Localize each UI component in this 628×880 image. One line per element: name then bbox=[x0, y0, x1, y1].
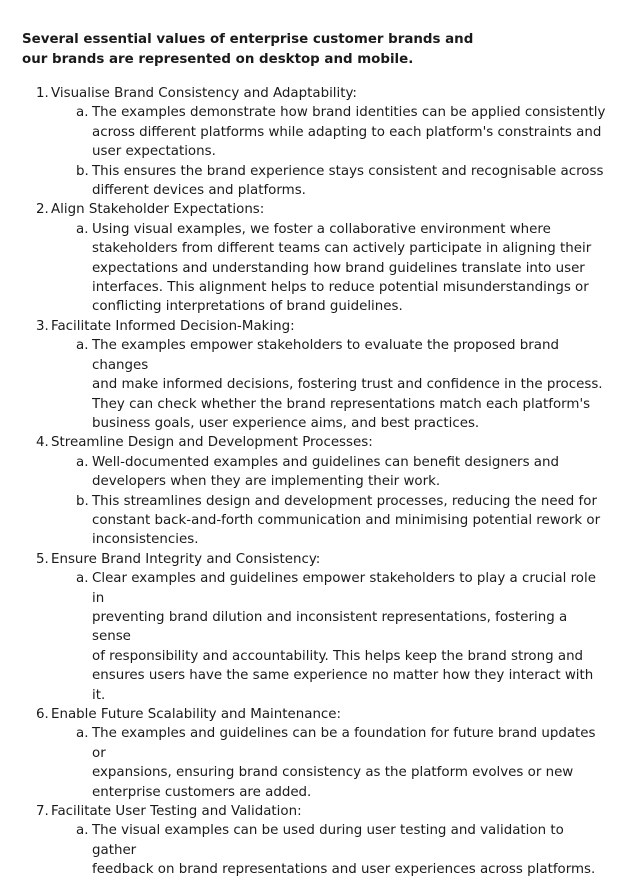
sub-list-item-text: This ensures the brand experience stays consistent and recognisable across bbox=[92, 163, 604, 179]
sub-list-item-text: expectations and understanding how brand guidelines translate into user bbox=[92, 260, 585, 276]
sub-list-item bbox=[51, 492, 608, 550]
sub-list-item-text: constant back-and-forth communication and minimising potential rework or bbox=[92, 512, 601, 528]
list-item bbox=[22, 200, 608, 316]
list-item-number: 5. bbox=[36, 551, 49, 567]
sub-list-item-text: of responsibility and accountability. This helps keep the brand strong and bbox=[92, 648, 584, 664]
sub-list-item-letter: a. bbox=[76, 571, 89, 587]
sub-list-item bbox=[51, 336, 608, 433]
sub-list-item-text: feedback on brand representations and user experiences across platforms. bbox=[92, 862, 596, 878]
sub-list-item-text: different devices and platforms. bbox=[92, 183, 306, 199]
sub-list-item bbox=[51, 453, 608, 492]
list-item-number: 4. bbox=[36, 435, 49, 451]
intro-heading bbox=[22, 30, 608, 70]
sub-list-item-text: business goals, user experience aims, and best practices. bbox=[92, 415, 480, 431]
list-item bbox=[22, 317, 608, 433]
list-item-number: 7. bbox=[36, 804, 49, 820]
sub-list-item-letter: b. bbox=[76, 493, 89, 509]
sub-list bbox=[51, 453, 608, 550]
list-item-title: Facilitate Informed Decision-Making: bbox=[51, 318, 295, 334]
sub-list bbox=[51, 336, 608, 433]
sub-list-item-text: and make informed decisions, fostering trust and confidence in the process. bbox=[92, 377, 603, 393]
sub-list-item-letter: a. bbox=[76, 823, 89, 839]
sub-list-item-text: conflicting interpretations of brand guidelines. bbox=[92, 299, 403, 315]
list-item-number: 2. bbox=[36, 202, 49, 218]
sub-list-item-text: The examples and guidelines can be a foundation for future brand updates or bbox=[92, 726, 596, 761]
sub-list bbox=[51, 569, 608, 705]
sub-list-item-text: The examples empower stakeholders to evaluate the proposed brand changes bbox=[92, 338, 560, 373]
sub-list-item-text: inconsistencies. bbox=[92, 532, 199, 548]
sub-list-item bbox=[51, 220, 608, 317]
intro-line: Several essential values of enterprise customer brands and bbox=[22, 32, 474, 47]
sub-list-item-letter: a. bbox=[76, 221, 89, 237]
sub-list-item-text: The visual examples can be used during user testing and validation to gather bbox=[92, 823, 564, 858]
sub-list bbox=[51, 103, 608, 200]
sub-list bbox=[51, 220, 608, 317]
sub-list-item-text: ensures users have the same experience no matter how they interact with it. bbox=[92, 668, 594, 703]
sub-list-item-letter: a. bbox=[76, 338, 89, 354]
list-item bbox=[22, 84, 608, 200]
sub-list-item-letter: a. bbox=[76, 454, 89, 470]
sub-list-item-text: Using visual examples, we foster a collaborative environment where bbox=[92, 221, 551, 237]
sub-list bbox=[51, 724, 608, 802]
sub-list-item bbox=[51, 569, 608, 705]
sub-list-item bbox=[51, 103, 608, 161]
sub-list-item-letter: b. bbox=[76, 163, 89, 179]
list-item-title: Enable Future Scalability and Maintenance: bbox=[51, 707, 342, 722]
sub-list bbox=[51, 821, 608, 879]
list-item-title: Align Stakeholder Expectations: bbox=[51, 202, 265, 218]
sub-list-item-text: preventing brand dilution and inconsistent representations, fostering a sense bbox=[92, 609, 568, 645]
list-item-number: 3. bbox=[36, 318, 49, 334]
sub-list-item-text: user expectations. bbox=[92, 144, 216, 160]
sub-list-item-text: across different platforms while adapting to each platform's constraints and bbox=[92, 124, 602, 140]
list-item bbox=[22, 550, 608, 705]
list-item bbox=[22, 802, 608, 880]
sub-list-item bbox=[51, 821, 608, 879]
sub-list-item bbox=[51, 724, 608, 802]
sub-list-item-text: enterprise customers are added. bbox=[92, 784, 312, 800]
sub-list-item-letter: a. bbox=[76, 726, 89, 742]
sub-list-item bbox=[51, 162, 608, 201]
sub-list-item-text: Well-documented examples and guidelines can benefit designers and bbox=[92, 454, 559, 470]
sub-list-item-text: developers when they are implementing their work. bbox=[92, 474, 441, 490]
sub-list-item-text: interfaces. This alignment helps to reduce potential misunderstandings or bbox=[92, 280, 589, 296]
sub-list-item-text: This streamlines design and development processes, reducing the need for bbox=[92, 493, 597, 509]
sub-list-item-text: stakeholders from different teams can actively participate in aligning their bbox=[92, 241, 592, 257]
sub-list-item-text: Clear examples and guidelines empower stakeholders to play a crucial role in bbox=[92, 571, 596, 606]
list-item-title: Ensure Brand Integrity and Consistency: bbox=[51, 551, 321, 567]
list-item-title: Streamline Design and Development Processes: bbox=[51, 435, 373, 451]
list-item-title: Visualise Brand Consistency and Adaptability: bbox=[51, 86, 357, 101]
sub-list-item-text: The examples demonstrate how brand identities can be applied consistently bbox=[92, 105, 606, 121]
sub-list-item-letter: a. bbox=[76, 105, 89, 121]
list-item-number: 1. bbox=[36, 86, 49, 101]
sub-list-item-text: They can check whether the brand representations match each platform's bbox=[92, 396, 591, 412]
list-item bbox=[22, 433, 608, 549]
values-list bbox=[22, 84, 608, 880]
list-item-title: Facilitate User Testing and Validation: bbox=[51, 804, 302, 820]
list-item-number: 6. bbox=[36, 707, 49, 722]
list-item bbox=[22, 705, 608, 802]
intro-line: our brands are represented on desktop and mobile. bbox=[22, 52, 414, 67]
sub-list-item-text: expansions, ensuring brand consistency as the platform evolves or new bbox=[92, 765, 574, 781]
